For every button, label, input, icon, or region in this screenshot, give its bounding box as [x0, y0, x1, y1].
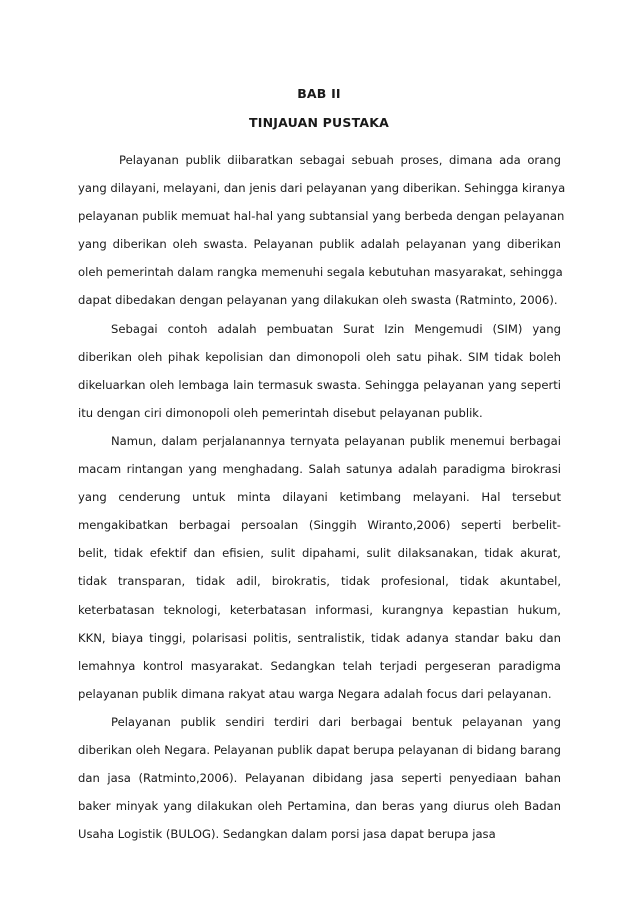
paragraph-line: mengakibatkan berbagai persoalan (Singgih Wiranto,2006) seperti berbelit- [78, 518, 561, 533]
paragraph-line: dapat dibedakan dengan pelayanan yang dilakukan oleh swasta (Ratminto, 2006). [78, 293, 558, 308]
paragraph-line: dan jasa (Ratminto,2006). Pelayanan dibidang jasa seperti penyediaan bahan [78, 771, 561, 786]
paragraph-line: tidak transparan, tidak adil, birokratis, tidak profesional, tidak akuntabel, [78, 574, 561, 589]
body-text [78, 146, 566, 848]
paragraph-line: baker minyak yang dilakukan oleh Pertamina, dan beras yang diurus oleh Badan [78, 799, 561, 814]
section-title: TINJAUAN PUSTAKA [249, 115, 389, 130]
paragraph-line: diberikan oleh Negara. Pelayanan publik dapat berupa pelayanan di bidang barang [78, 742, 562, 757]
paragraph-line: diberikan oleh pihak kepolisian dan dimonopoli oleh satu pihak. SIM tidak boleh [78, 349, 561, 364]
paragraph [78, 146, 566, 315]
paragraph-line: itu dengan ciri dimonopoli oleh pemerintah disebut pelayanan publik. [78, 405, 483, 420]
chapter-heading: BAB II [297, 86, 341, 101]
paragraph-line: lemahnya kontrol masyarakat. Sedangkan telah terjadi pergeseran paradigma [78, 658, 561, 673]
paragraph-line: Namun, dalam perjalanannya ternyata pelayanan publik menemui berbagai [111, 433, 561, 448]
paragraph-line: dikeluarkan oleh lembaga lain termasuk swasta. Sehingga pelayanan yang seperti [78, 377, 561, 392]
paragraph [78, 315, 561, 427]
paragraph-line: KKN, biaya tinggi, polarisasi politis, sentralistik, tidak adanya standar baku dan [78, 630, 561, 645]
paragraph-line: pelayanan publik memuat hal-hal yang subtansial yang berbeda dengan pelayanan [78, 209, 565, 224]
paragraph-line: keterbatasan teknologi, keterbatasan informasi, kurangnya kepastian hukum, [78, 602, 561, 617]
paragraph-line: Usaha Logistik (BULOG). Sedangkan dalam porsi jasa dapat berupa jasa [78, 827, 496, 842]
paragraph-line: Pelayanan publik diibaratkan sebagai sebuah proses, dimana ada orang [119, 153, 561, 167]
paragraph [78, 708, 561, 848]
paragraph [78, 427, 561, 708]
paragraph-line: Sebagai contoh adalah pembuatan Surat Izin Mengemudi (SIM) yang [111, 321, 561, 336]
paragraph-line: macam rintangan yang menghadang. Salah satunya adalah paradigma birokrasi [78, 462, 561, 477]
paragraph-line: belit, tidak efektif dan efisien, sulit dipahami, sulit dilaksanakan, tidak akurat, [78, 546, 561, 561]
paragraph-line: yang dilayani, melayani, dan jenis dari pelayanan yang diberikan. Sehingga kiranya [78, 181, 566, 196]
paragraph-line: pelayanan publik dimana rakyat atau warga Negara adalah focus dari pelayanan. [78, 686, 552, 701]
paragraph-line: oleh pemerintah dalam rangka memenuhi segala kebutuhan masyarakat, sehingga [78, 265, 563, 280]
paragraph-line: yang cenderung untuk minta dilayani ketimbang melayani. Hal tersebut [78, 490, 561, 505]
paragraph-line: yang diberikan oleh swasta. Pelayanan publik adalah pelayanan yang diberikan [78, 237, 561, 252]
paragraph-line: Pelayanan publik sendiri terdiri dari berbagai bentuk pelayanan yang [111, 714, 561, 729]
